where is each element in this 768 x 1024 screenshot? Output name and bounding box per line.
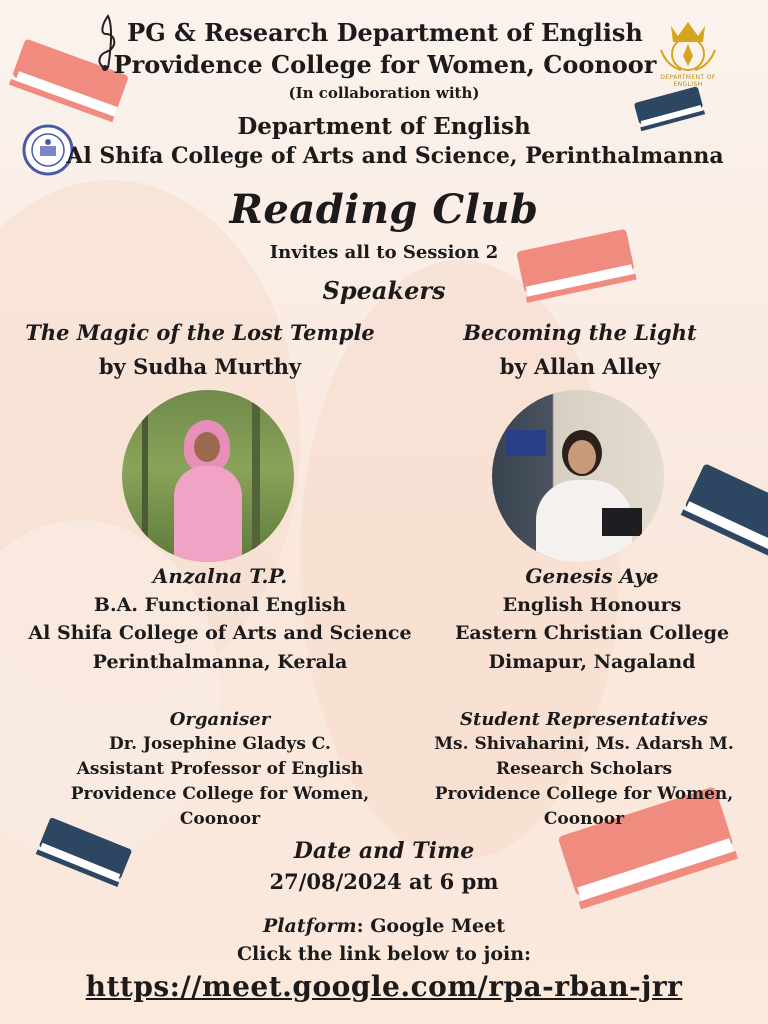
platform-value: : Google Meet: [356, 915, 505, 937]
event-title: Reading Club: [229, 186, 539, 233]
speaker1-name: Anzalna T.P.: [152, 564, 288, 588]
representatives-heading: Student Representatives: [460, 709, 708, 730]
speaker2-photo: [492, 390, 664, 562]
header-line1: PG & Research Department of English: [127, 18, 643, 47]
representatives-names: Ms. Shivaharini, Ms. Adarsh M.: [434, 734, 734, 754]
meeting-link[interactable]: https://meet.google.com/rpa-rban-jrr: [85, 970, 683, 1003]
speaker1-photo: [122, 390, 294, 562]
organiser-heading: Organiser: [169, 709, 271, 730]
datetime-heading: Date and Time: [293, 838, 475, 864]
speaker1-course: B.A. Functional English: [93, 594, 347, 616]
speaker1-author: by Sudha Murthy: [98, 354, 302, 379]
speaker2-author: by Allan Alley: [499, 354, 661, 379]
representatives-college: Providence College for Women,: [434, 784, 734, 804]
platform-label: Platform: [263, 915, 357, 937]
speaker2-name: Genesis Aye: [525, 564, 659, 588]
header-line3: Department of English: [237, 113, 531, 140]
representatives-role: Research Scholars: [495, 759, 673, 779]
speaker1-college: Al Shifa College of Arts and Science: [28, 622, 412, 644]
speaker1-book: The Magic of the Lost Temple: [25, 320, 375, 345]
header-line4: Al Shifa College of Arts and Science, Perinthalmanna: [66, 143, 724, 169]
header-line2: Providence College for Women, Coonoor: [113, 50, 657, 79]
logo-caption: DEPARTMENT OF ENGLISH: [660, 74, 716, 88]
organiser-place: Coonoor: [179, 809, 261, 829]
speaker2-college: Eastern Christian College: [454, 622, 730, 644]
organiser-role: Assistant Professor of English: [76, 759, 364, 779]
speaker2-book: Becoming the Light: [463, 320, 697, 345]
speakers-heading: Speakers: [322, 276, 446, 305]
meeting-link-wrap: [0, 970, 768, 1003]
platform-line: [0, 915, 768, 937]
speaker2-course: English Honours: [502, 594, 682, 616]
organiser-name: Dr. Josephine Gladys C.: [109, 734, 331, 754]
invite-text: Invites all to Session 2: [269, 242, 499, 263]
collaboration-note: (In collaboration with): [288, 84, 480, 102]
datetime-value: 27/08/2024 at 6 pm: [269, 869, 499, 894]
organiser-college: Providence College for Women,: [70, 784, 370, 804]
join-instruction: Click the link below to join:: [236, 943, 532, 965]
representatives-place: Coonoor: [543, 809, 625, 829]
book-icon: [678, 450, 768, 565]
speaker2-place: Dimapur, Nagaland: [488, 651, 696, 673]
speaker1-place: Perinthalmanna, Kerala: [92, 651, 348, 673]
